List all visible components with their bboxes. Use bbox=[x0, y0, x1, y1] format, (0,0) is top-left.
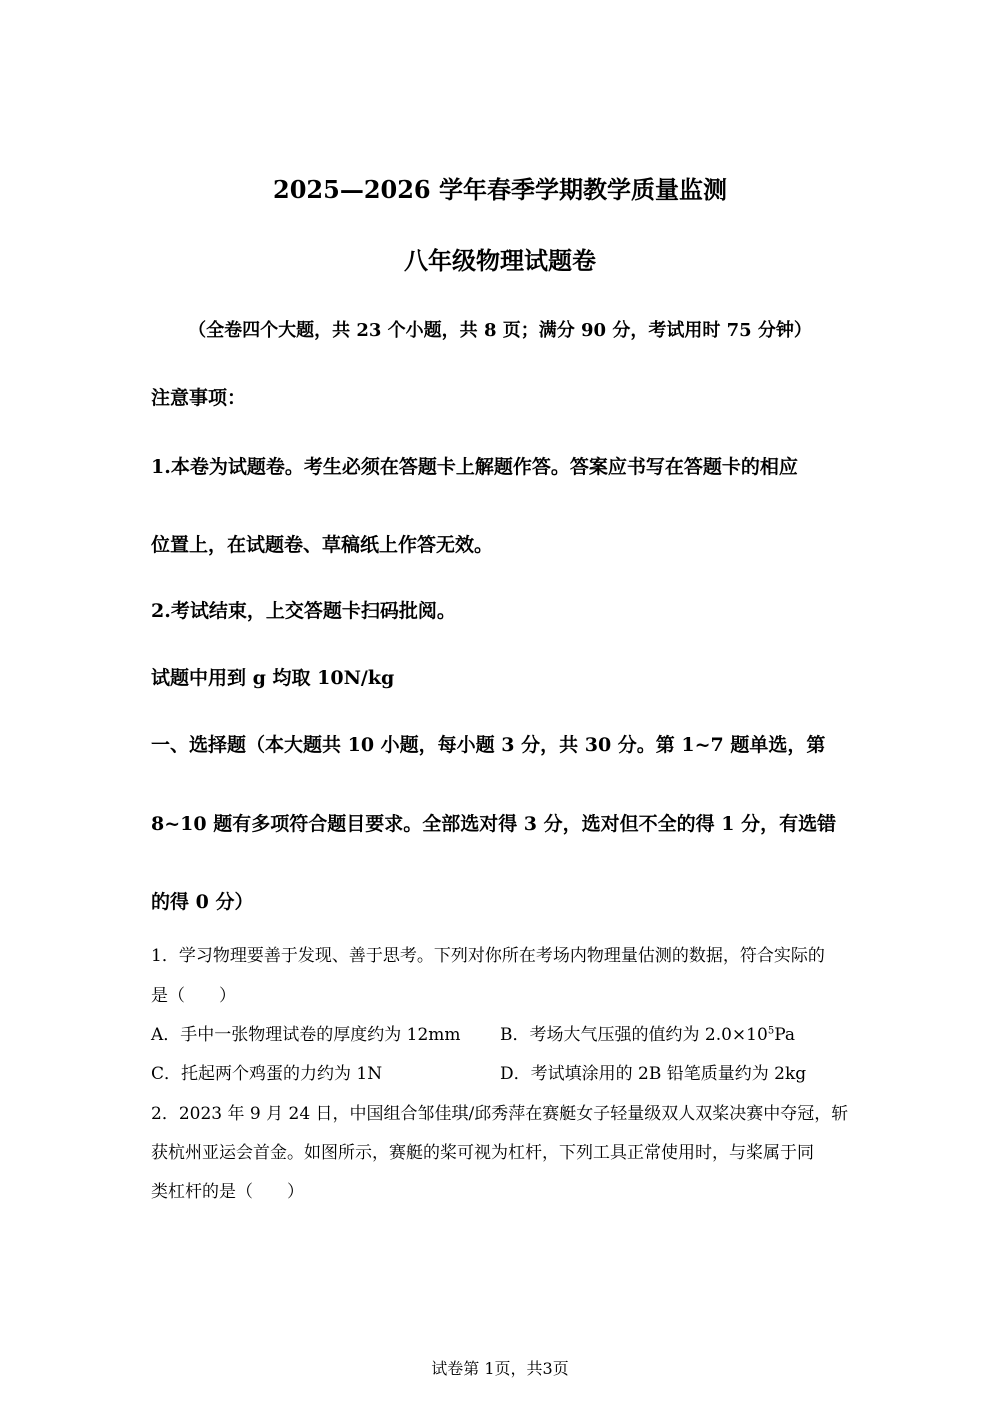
section-1-heading-line-2: 8~10 题有多项符合题目要求。全部选对得 3 分，选对但不全的得 1 分，有选错 bbox=[151, 813, 837, 835]
notice-heading: 注意事项： bbox=[151, 387, 247, 409]
exam-title: 2025—2026 学年春季学期教学质量监测 bbox=[273, 175, 727, 204]
g-value-note: 试题中用到 g 均取 10N/kg bbox=[151, 667, 395, 689]
question-2-stem-line-3: 类杠杆的是（ ） bbox=[151, 1182, 304, 1202]
question-1-stem-line-2: 是（ ） bbox=[151, 986, 236, 1006]
question-1-option-b bbox=[500, 1020, 795, 1045]
question-1-option-a: A．手中一张物理试卷的厚度约为 12mm bbox=[151, 1025, 461, 1045]
notice-item-1-line-2: 位置上，在试题卷、草稿纸上作答无效。 bbox=[151, 534, 494, 556]
section-1-heading-line-3: 的得 0 分） bbox=[151, 891, 254, 913]
section-1-heading-line-1: 一、选择题（本大题共 10 小题，每小题 3 分，共 30 分。第 1~7 题单选，第 bbox=[151, 734, 826, 756]
option-b-exponent: 5 bbox=[767, 1025, 775, 1037]
page-footer: 试卷第 1页，共3页 bbox=[431, 1359, 569, 1378]
notice-item-2: 2.考试结束，上交答题卡扫码批阅。 bbox=[151, 600, 456, 622]
notice-item-1-line-1: 1.本卷为试题卷。考生必须在答题卡上解题作答。答案应书写在答题卡的相应 bbox=[151, 456, 798, 478]
option-b-text: B．考场大气压强的值约为 2.0×10 bbox=[500, 1025, 768, 1045]
question-1-stem-line-1: 1．学习物理要善于发现、善于思考。下列对你所在考场内物理量估测的数据，符合实际的 bbox=[151, 946, 825, 966]
paper-title: 八年级物理试题卷 bbox=[404, 246, 596, 275]
question-1-option-d: D．考试填涂用的 2B 铅笔质量约为 2kg bbox=[500, 1064, 807, 1084]
question-2-stem-line-2: 获杭州亚运会首金。如图所示，赛艇的桨可视为杠杆，下列工具正常使用时，与桨属于同 bbox=[151, 1143, 814, 1163]
exam-info: （全卷四个大题，共 23 个小题，共 8 页；满分 90 分，考试用时 75 分钟） bbox=[188, 320, 812, 341]
question-2-stem-line-1: 2．2023 年 9 月 24 日，中国组合邹佳琪/邱秀萍在赛艇女子轻量级双人双桨决赛中夺冠，斩 bbox=[151, 1104, 849, 1124]
question-1-option-c: C．托起两个鸡蛋的力约为 1N bbox=[151, 1064, 383, 1084]
option-b-unit: Pa bbox=[774, 1025, 795, 1045]
